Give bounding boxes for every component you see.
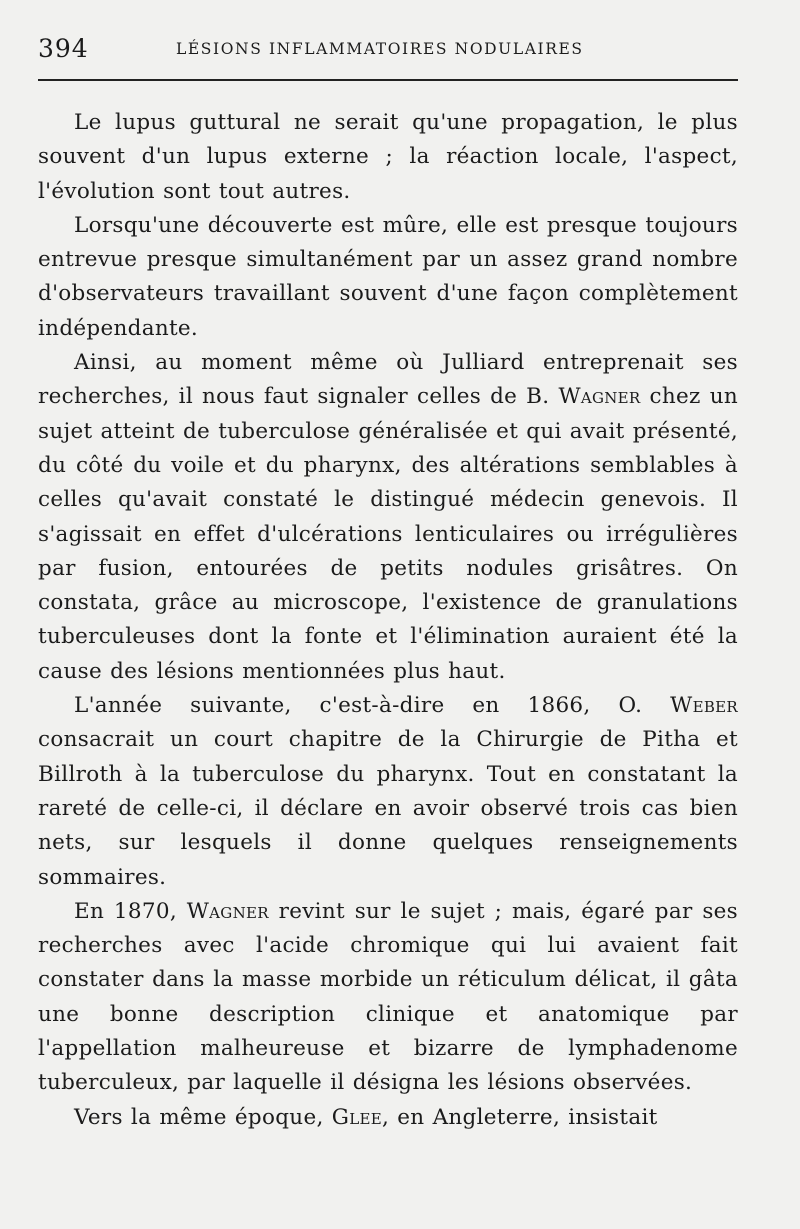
- page-body: [38, 106, 738, 1135]
- paragraph-text: Le lupus guttural ne serait qu'une propagation, le plus souvent d'un lupus externe ; la réaction locale, l'aspect, l'évolution sont tout autres.: [38, 110, 738, 204]
- page-header: [38, 32, 738, 72]
- author-name: Weber: [670, 693, 738, 719]
- page-number: 394: [38, 34, 89, 63]
- paragraph-text: consacrait un court chapitre de la Chirurgie de Pitha et Billroth à la tuberculose du pharynx. Tout en constatant la rareté de celle-ci, il déclare en avoir observé trois cas bien nets, sur lesquels il donne quelques renseignements sommaires.: [38, 727, 738, 890]
- paragraph-2: [38, 209, 738, 346]
- paragraph-6: [38, 1101, 738, 1135]
- paragraph-text: chez un sujet atteint de tuberculose généralisée et qui avait présenté, du côté du voile et du pharynx, des altérations semblables à celles qu'avait constaté le distingué médecin genevois. Il s'agissait en effet d'ulcérations lenticulaires ou irrégulières par fusion, entourées de petits nodules grisâtres. On constata, grâce au microscope, l'existence de granulations tuberculeuses dont la fonte et l'élimination auraient été la cause des lésions mentionnées plus haut.: [38, 384, 738, 684]
- paragraph-text: Vers la même époque,: [74, 1104, 324, 1130]
- header-rule: [38, 79, 738, 81]
- paragraph-text: Lorsqu'une découverte est mûre, elle est presque toujours entrevue presque simultanément par un assez grand nombre d'observateurs travaillant souvent d'une façon complètement indépendante.: [38, 212, 738, 341]
- paragraph-text: En 1870,: [74, 898, 177, 924]
- author-name: Wagner: [558, 384, 641, 410]
- paragraph-5: [38, 895, 738, 1101]
- running-title: LÉSIONS INFLAMMATOIRES NODULAIRES: [176, 40, 584, 58]
- paragraph-4: [38, 689, 738, 895]
- paragraph-text: revint sur le sujet ; mais, égaré par ses recherches avec l'acide chromique qui lui avaient fait constater dans la masse morbide un réticulum délicat, il gâta une bonne description clinique et anatomique par l'appellation malheureuse et bizarre de lymphadenome tuberculeux, par laquelle il désigna les lésions observées.: [38, 898, 739, 1096]
- paragraph-1: [38, 106, 738, 209]
- paragraph-text: Ainsi, au moment même où Julliard entreprenait ses recherches, il nous faut signaler celles de B.: [38, 350, 738, 410]
- author-name: Wagner: [186, 898, 269, 924]
- paragraph-text: L'année suivante, c'est-à-dire en 1866, O.: [74, 693, 643, 719]
- paragraph-text: , en Angleterre, insistait: [382, 1104, 658, 1130]
- author-name: Glee: [331, 1104, 382, 1130]
- paragraph-3: [38, 346, 738, 689]
